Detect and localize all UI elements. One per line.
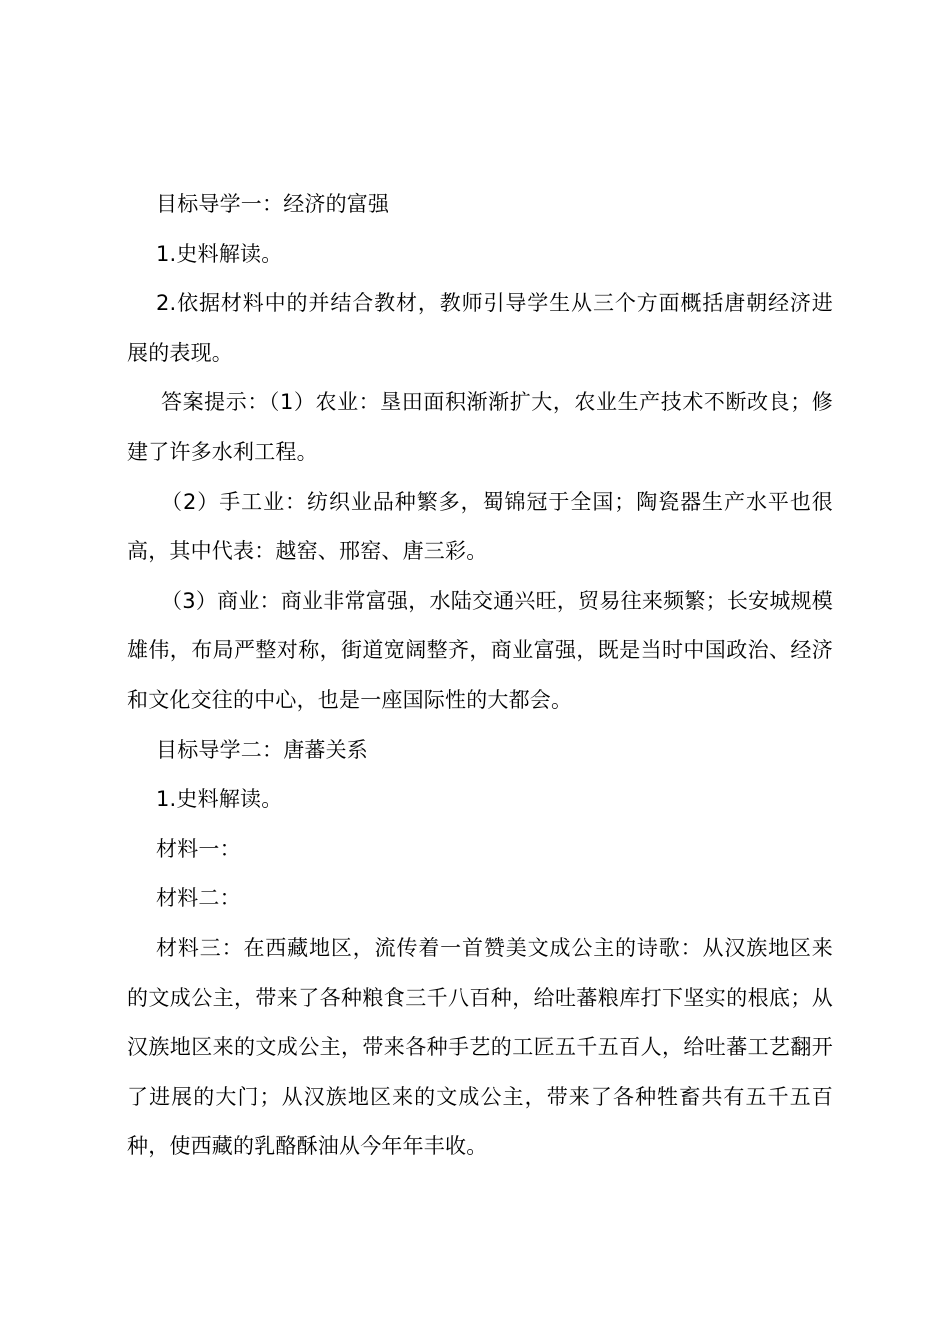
section-heading-economy: 目标导学一：经济的富强	[156, 192, 390, 216]
paragraph-answer-handicraft: （2）手工业：纺织业品种繁多，蜀锦冠于全国；陶瓷器生产水平也很高，其中代表：越窑、邢窑、唐三彩。	[127, 489, 833, 564]
paragraph-teacher-guide: 2.依据材料中的并结合教材，教师引导学生从三个方面概括唐朝经济进展的表现。	[127, 291, 833, 365]
paragraph-material-two: 材料二：	[156, 886, 241, 911]
paragraph-source-reading-2: 1.史料解读。	[156, 787, 283, 812]
paragraph-answer-commerce: （3）商业：商业非常富强，水陆交通兴旺，贸易往来频繁；长安城规模雄伟，布局严整对称，街道宽阔整齐，商业富强，既是当时中国政治、经济和文化交往的中心，也是一座国际性的大都会。	[127, 588, 833, 712]
paragraph-material-one: 材料一：	[156, 836, 241, 861]
paragraph-source-reading-1: 1.史料解读。	[156, 241, 283, 266]
paragraph-answer-agriculture: 答案提示：（1）农业：垦田面积渐渐扩大，农业生产技术不断改良；修建了许多水利工程。	[127, 390, 833, 464]
paragraph-material-three: 材料三：在西藏地区，流传着一首赞美文成公主的诗歌：从汉族地区来的文成公主，带来了各种粮食三千八百种，给吐蕃粮库打下坚实的根底；从汉族地区来的文成公主，带来各种手艺的工匠五千五百人，给吐蕃工艺翻开了进展的大门；从汉族地区来的文成公主，带来了各种牲畜共有五千五百种，使西藏的乳酪酥油从今年年丰收。	[127, 935, 833, 1159]
document-body	[127, 180, 833, 1172]
section-heading-tang-tibet: 目标导学二：唐蕃关系	[156, 737, 368, 762]
